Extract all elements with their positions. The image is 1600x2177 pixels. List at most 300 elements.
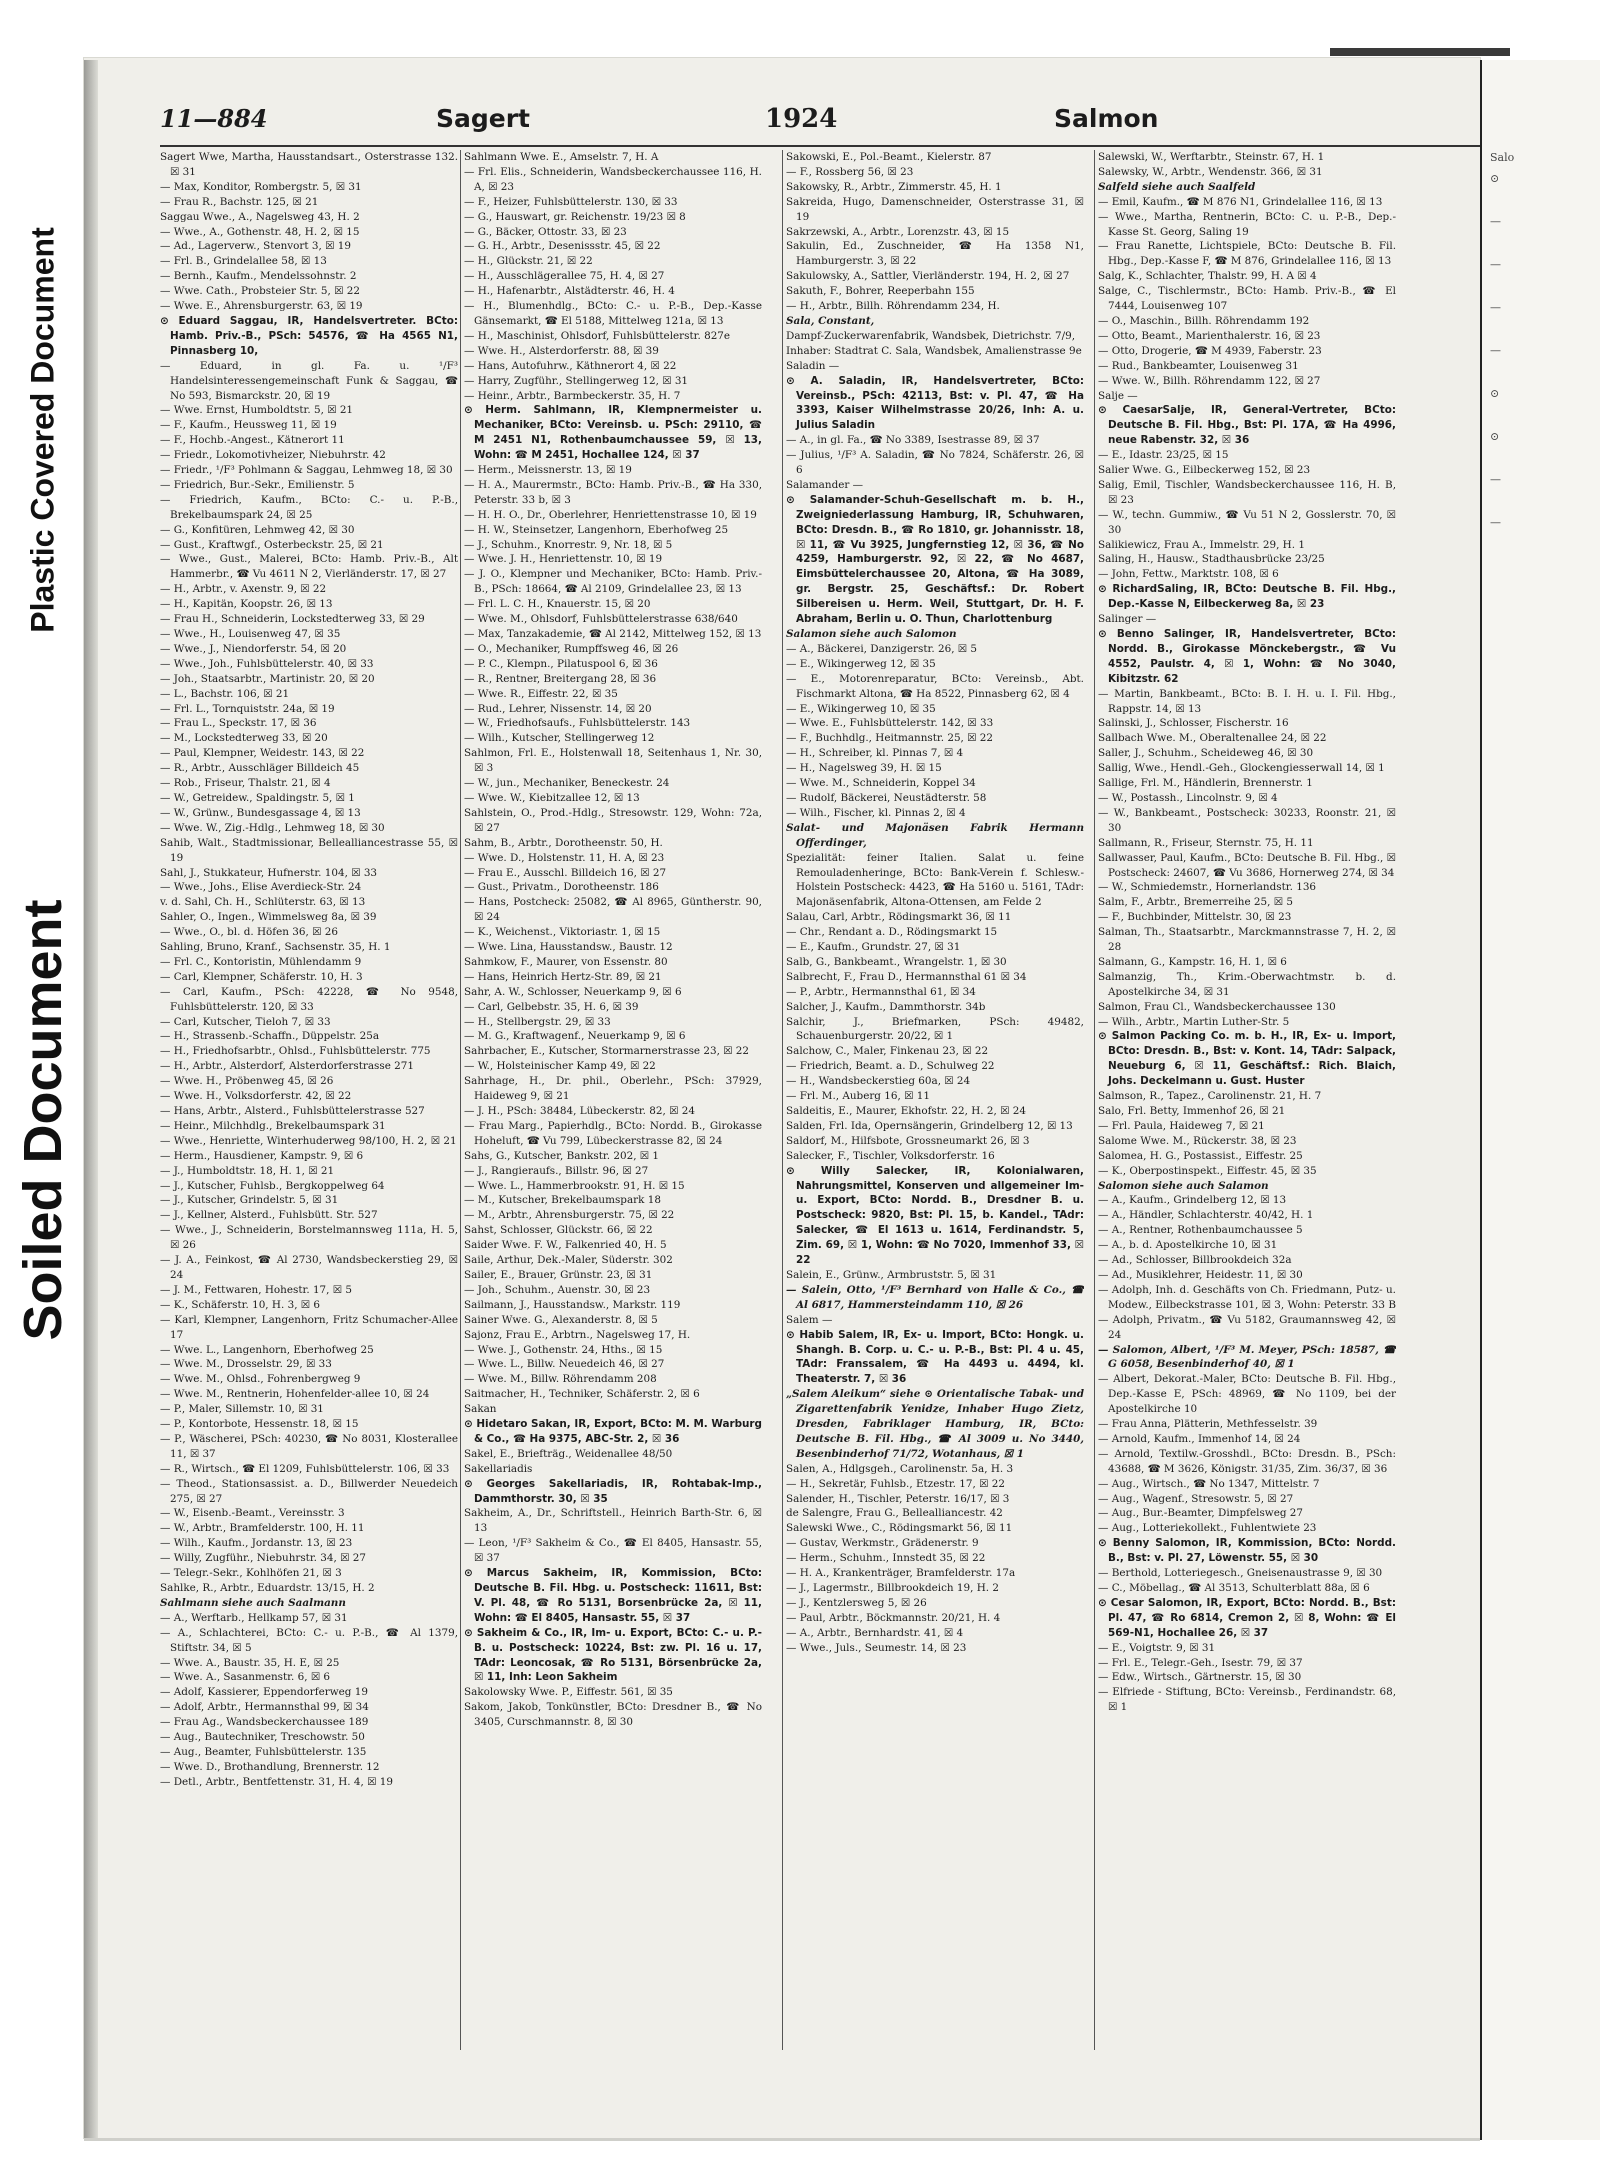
directory-entry: — Wilh., Kaufm., Jordanstr. 13, ☒ 23	[160, 1537, 353, 1550]
directory-entry: — Hans, Arbtr., Alsterd., Fuhlsbüttelerstrasse 527	[160, 1105, 425, 1117]
directory-entry: Sakulowsky, A., Sattler, Vierländerstr. 194, H. 2, ☒ 27	[786, 270, 1070, 283]
directory-entry: Salem —	[786, 1313, 833, 1326]
strip-fragment: —	[1490, 344, 1501, 357]
directory-entry: — Julius, ¹/F³ A. Saladin, ☎ No 7824, Schäferstr. 26, ☒ 6	[786, 449, 1084, 477]
directory-entry: — Frl. L. C. H., Knauerstr. 15, ☒ 20	[464, 598, 651, 611]
directory-entry: — E., Idastr. 23/25, ☒ 15	[1098, 449, 1229, 462]
directory-entry: Salome Wwe. M., Rückerstr. 38, ☒ 23	[1098, 1134, 1297, 1147]
directory-entry: Sakreida, Hugo, Damenschneider, Osterstrasse 31, ☒ 19	[786, 195, 1084, 223]
directory-entry: — Frau Anna, Plätterin, Methfesselstr. 39	[1098, 1418, 1318, 1431]
directory-entry: — Wwe. Ernst, Humboldtstr. 5, ☒ 21	[160, 404, 354, 417]
directory-entry: — Wwe. M., Billw. Röhrendamm 208	[464, 1373, 657, 1386]
directory-entry: — Hans, Autofuhrw., Käthnerort 4, ☒ 22	[464, 359, 677, 372]
directory-entry: Sallwasser, Paul, Kaufm., BCto: Deutsche B. Fil. Hbg., ☒ Postscheck: 24607, ☎ Vu 3686, Hornerweg 274, ☒ 34	[1098, 851, 1396, 879]
directory-entry: ⊙ Marcus Sakheim, IR, Kommission, BCto: Deutsche B. Fil. Hbg. u. Postscheck: 11611, Bst: V. Pl. 48, ☎ Ro 5131, Borsenbrücke 2a, ☒ 11, Wohn: ☎ El 8405, Hansastr. 55, ☒ 37	[464, 1567, 762, 1624]
directory-entry: ⊙ Benny Salomon, IR, Kommission, BCto: Nordd. B., Bst: v. Pl. 27, Löwenstr. 55, ☒ 30	[1098, 1537, 1396, 1565]
directory-entry: — W., Grünw., Bundesgassage 4, ☒ 13	[160, 806, 361, 819]
directory-entry: — Wwe. M., Drosselstr. 29, ☒ 33	[160, 1358, 332, 1371]
directory-entry: — Wwe. A., Sasanmenstr. 6, ☒ 6	[160, 1671, 331, 1684]
directory-entry: — K., Schäferstr. 10, H. 3, ☒ 6	[160, 1298, 321, 1311]
directory-entry: ⊙ Herm. Sahlmann, IR, Klempnermeister u. Mechaniker, BCto: Vereinsb. u. PSch: 29110, ☎ M 2451 N1, Rothenbaumchaussee 59, ☒ 13, Wohn: ☎ M 2451, Hochallee 124, ☒ 37	[464, 404, 762, 462]
directory-entry: — Wwe. A., Baustr. 35, H. E, ☒ 25	[160, 1656, 340, 1669]
directory-entry: — J., Rangieraufs., Billstr. 96, ☒ 27	[464, 1164, 649, 1177]
directory-entry: — Herm., Schuhm., Innstedt 35, ☒ 22	[786, 1552, 986, 1565]
directory-entry: Sahr, A. W., Schlosser, Neuerkamp 9, ☒ 6	[464, 985, 682, 998]
directory-entry: Salbrecht, F., Frau D., Hermannsthal 61 ☒ 34	[786, 970, 1027, 983]
directory-entry: — E., Motorenreparatur, BCto: Vereinsb., Abt. Fischmarkt Altona, ☎ Ha 8522, Pinnasberg 62, ☒ 4	[786, 672, 1084, 700]
directory-entry: ⊙ RichardSaling, IR, BCto: Deutsche B. Fil. Hbg., Dep.-Kasse N, Eilbeckerweg 8a, ☒ 23	[1098, 583, 1396, 611]
directory-entry: — Frl. B., Grindelallee 58, ☒ 13	[160, 255, 327, 268]
directory-entry: Sala, Constant,	[786, 314, 875, 327]
directory-entry: ⊙ Hidetaro Sakan, IR, Export, BCto: M. M. Warburg & Co., ☎ Ha 9375, ABC-Str. 2, ☒ 36	[464, 1418, 762, 1445]
directory-entry: Sakolowsky Wwe. P., Eiffestr. 561, ☒ 35	[464, 1686, 673, 1699]
directory-entry: Salewsky, W., Arbtr., Wendenstr. 366, ☒ 31	[1098, 165, 1323, 178]
directory-entry: Sahlmon, Frl. E., Holstenwall 18, Seitenhaus 1, Nr. 30, ☒ 3	[464, 747, 762, 775]
directory-entry: — Paul, Klempner, Weidestr. 143, ☒ 22	[160, 747, 365, 760]
directory-entry: Sahs, G., Kutscher, Bankstr. 202, ☒ 1	[464, 1149, 660, 1162]
directory-entry: Sakuth, F., Bohrer, Reeperbahn 155	[786, 285, 975, 298]
directory-entry: Dampf-Zuckerwarenfabrik, Wandsbek, Dietrichstr. 7/9,	[786, 329, 1076, 342]
directory-entry: Sakrzewski, A., Arbtr., Lorenzstr. 43, ☒ 15	[786, 225, 1010, 238]
directory-entry: ⊙ Eduard Saggau, IR, Handelsvertreter. BCto: Hamb. Priv.-B., PSch: 54576, ☎ Ha 4565 N1, Pinnasberg 10,	[160, 314, 458, 357]
header-year: 1924	[765, 104, 838, 134]
strip-fragment: —	[1490, 516, 1501, 529]
directory-entry: — A., Arbtr., Bernhardstr. 41, ☒ 4	[786, 1626, 964, 1639]
directory-entry: Sahrbacher, E., Kutscher, Stormarnerstrasse 23, ☒ 22	[464, 1045, 750, 1058]
directory-entry: — J. H., PSch: 38484, Lübeckerstr. 82, ☒ 24	[464, 1105, 695, 1117]
directory-entry: — J., Kellner, Alsterd., Fuhlsbütt. Str. 527	[160, 1209, 378, 1222]
directory-entry: Sahst, Schlosser, Glückstr. 66, ☒ 22	[464, 1224, 653, 1237]
directory-entry: — Leon, ¹/F³ Sakheim & Co., ☎ El 8405, Hansastr. 55, ☒ 37	[464, 1537, 762, 1565]
directory-entry: Inhaber: Stadtrat C. Sala, Wandsbek, Amalienstrasse 9e	[786, 344, 1082, 357]
directory-entry: — Wwe., Juls., Seumestr. 14, ☒ 23	[786, 1641, 967, 1654]
directory-entry: — Harry, Zugführ., Stellingerweg 12, ☒ 31	[464, 374, 689, 387]
directory-entry: — A., Bäckerei, Danzigerstr. 26, ☒ 5	[786, 642, 978, 655]
directory-entry: — John, Fettw., Marktstr. 108, ☒ 6	[1098, 568, 1279, 581]
directory-entry: Salat- und Majonäsen Fabrik Hermann Offerdinger,	[786, 821, 1084, 849]
directory-entry: Salewski, W., Werftarbtr., Steinstr. 67, H. 1	[1098, 151, 1325, 163]
directory-entry: — Herm., Meissnerstr. 13, ☒ 19	[464, 464, 632, 477]
directory-entry: ⊙ Willy Salecker, IR, Kolonialwaren, Nahrungsmittel, Konserven und allgemeiner Im- u. Export, BCto: Nordd. B., Dresdner B. u. Postscheck: 9820, Bst: Pl. 15, b. Kandel., TAdr: Salecker, ☎ El 1613 u. 1614, Ferdinandstr. 5, Zim. 69, ☒ 1, Wohn: ☎ No 7020, Immenhof 33, ☒ 22	[786, 1164, 1084, 1267]
directory-entry: — Wwe. W., Kiebitzallee 12, ☒ 13	[464, 791, 640, 804]
directory-entry: — J., Schuhm., Knorrestr. 9, Nr. 18, ☒ 5	[464, 538, 673, 551]
column-divider	[1094, 150, 1095, 2050]
directory-entry: — Frau Ag., Wandsbeckerchaussee 189	[160, 1716, 369, 1729]
directory-entry: Sakowski, E., Pol.-Beamt., Kielerstr. 87	[786, 151, 992, 163]
directory-entry: — H., Blumenhdlg., BCto: C.- u. P.-B., Dep.-Kasse Gänsemarkt, ☎ El 5188, Mittelweg 121a, ☒ 13	[464, 300, 762, 327]
directory-entry: — Max, Konditor, Rombergstr. 5, ☒ 31	[160, 180, 362, 193]
directory-entry: — Rud., Bankbeamter, Louisenweg 31	[1098, 359, 1299, 372]
strip-fragment: —	[1490, 473, 1501, 486]
directory-entry: — Aug., Wirtsch., ☎ No 1347, Mittelstr. 7	[1098, 1477, 1320, 1490]
directory-entry: — H. A., Krankenträger, Bramfelderstr. 17a	[786, 1567, 1016, 1580]
directory-entry: ⊙ A. Saladin, IR, Handelsvertreter, BCto: Vereinsb., PSch: 42113, Bst: v. Pl. 47, ☎ Ha 3393, Kaiser Wilhelmstrasse 20/26, Inh: A. u. Julius Saladin	[786, 374, 1084, 432]
directory-entry: Sahlmann siehe auch Saalmann	[160, 1596, 346, 1609]
directory-entry: „Salem Aleikum“ siehe ⊙ Orientalische Tabak- und Zigarettenfabrik Yenidze, Inhaber Hugo Zietz, Dresden, Fabriklager Hamburg, IR, BCto: Deutsche B. Fil. Hbg., ☎ Al 3009 u. No 3440, Besenbinderhof 71/72, Wotanhaus, ☒ 1	[786, 1388, 1084, 1460]
directory-entry: — G. H., Arbtr., Desenissstr. 45, ☒ 22	[464, 240, 661, 253]
directory-entry: — Salomon, Albert, ¹/F³ M. Meyer, PSch: 18587, ☎ G 6058, Besenbinderhof 40, ☒ 1	[1098, 1343, 1396, 1371]
directory-entry: — K., Oberpostinspekt., Eiffestr. 45, ☒ 35	[1098, 1164, 1317, 1177]
directory-entry: — Wwe., Gust., Malerei, BCto: Hamb. Priv.-B., Alt Hammerbr., ☎ Vu 4611 N 2, Vierländerstr. 17, ☒ 27	[160, 553, 458, 581]
strip-fragment: —	[1490, 215, 1501, 228]
directory-entry: — G., Hauswart, gr. Reichenstr. 19/23 ☒ 8	[464, 210, 686, 223]
directory-entry: — Frau E., Ausschl. Billdeich 16, ☒ 27	[464, 866, 667, 879]
directory-entry: — Karl, Klempner, Langenhorn, Fritz Schumacher-Allee 17	[160, 1313, 458, 1341]
directory-column-4	[1098, 150, 1396, 2050]
directory-entry: — Wwe. D., Brothandlung, Brennerstr. 12	[160, 1760, 380, 1773]
directory-entry: — Wwe. Lina, Hausstandsw., Baustr. 12	[464, 941, 673, 954]
directory-entry: — Herm., Hausdiener, Kampstr. 9, ☒ 6	[160, 1149, 364, 1162]
directory-entry: Salecker, F., Tischler, Volksdorferstr. 16	[786, 1149, 995, 1162]
directory-entry: Sahib, Walt., Stadtmissionar, Belleallianсestrasse 55, ☒ 19	[160, 836, 458, 864]
directory-entry: Sakel, E., Briefträg., Weidenallee 48/50	[464, 1447, 673, 1460]
directory-entry: — Aug., Wagenf., Stresowstr. 5, ☒ 27	[1098, 1492, 1294, 1505]
directory-entry: Salmann, G., Kampstr. 16, H. 1, ☒ 6	[1098, 955, 1287, 968]
directory-entry: de Salengre, Frau G., Belleallianсestr. 42	[786, 1507, 1003, 1520]
directory-entry: — Wwe. R., Eiffestr. 22, ☒ 35	[464, 687, 618, 700]
directory-entry: — H., Nagelsweg 39, H. ☒ 15	[786, 762, 942, 775]
directory-entry: Sajonz, Frau E., Arbtrn., Nagelsweg 17, H.	[464, 1328, 691, 1341]
directory-entry: — Wwe., H., Louisenweg 47, ☒ 35	[160, 628, 341, 640]
directory-entry: — P., Wäscherei, PSch: 40230, ☎ No 8031, Klosterallee 11, ☒ 37	[160, 1432, 458, 1460]
directory-entry: Salen, A., Hdlgsgeh., Carolinenstr. 5a, H. 3	[786, 1462, 1014, 1475]
directory-entry: — Carl, Gelbebstr. 35, H. 6, ☒ 39	[464, 1000, 639, 1013]
directory-entry: Salm, F., Arbtr., Bremerreihe 25, ☒ 5	[1098, 896, 1293, 909]
strip-fragment: Salo	[1490, 151, 1515, 164]
directory-entry: — H., Friedhofsarbtr., Ohlsd., Fuhlsbüttelerstr. 775	[160, 1045, 431, 1058]
directory-entry: — Frl. Paula, Haideweg 7, ☒ 21	[1098, 1119, 1265, 1132]
directory-entry: — W., Holsteinischer Kamp 49, ☒ 22	[464, 1060, 656, 1073]
directory-entry: — R., Arbtr., Ausschläger Billdeich 45	[160, 762, 360, 775]
directory-entry: — W., Schmiedemstr., Hornerlandstr. 136	[1098, 881, 1317, 894]
directory-entry: — W., techn. Gummiw., ☎ Vu 51 N 2, Gosslerstr. 70, ☒ 30	[1098, 508, 1396, 536]
directory-entry: — Max, Tanzakademie, ☎ Al 2142, Mittelweg 152, ☒ 13	[464, 628, 762, 640]
directory-entry: — F., Heizer, Fuhlsbüttelerstr. 130, ☒ 33	[464, 195, 678, 208]
directory-entry: Sailmann, J., Hausstandsw., Markstr. 119	[464, 1298, 681, 1311]
directory-entry: — Wwe. H., Volksdorferstr. 42, ☒ 22	[160, 1090, 352, 1103]
directory-entry: — Frau Marg., Papierhdlg., BCto: Nordd. B., Girokasse Hoheluft, ☎ Vu 799, Lübeckerstrasse 82, ☒ 24	[464, 1119, 762, 1147]
directory-entry: — Wwe., Henriette, Winterhuderweg 98/100, H. 2, ☒ 21	[160, 1134, 457, 1147]
directory-entry: Sahlmann Wwe. E., Amselstr. 7, H. A	[464, 151, 659, 163]
directory-entry: — W., Arbtr., Bramfelderstr. 100, H. 11	[160, 1522, 365, 1535]
directory-entry: — Wwe., Johs., Elise Averdieck-Str. 24	[160, 881, 362, 894]
next-page-fragment	[1490, 150, 1590, 558]
directory-entry: — O., Mechaniker, Rumpffsweg 46, ☒ 26	[464, 642, 679, 655]
directory-entry: — Otto, Drogerie, ☎ M 4939, Faberstr. 23	[1098, 344, 1322, 357]
directory-entry: Salman, Th., Staatsarbtr., Marckmannstrasse 7, H. 2, ☒ 28	[1098, 926, 1396, 954]
directory-entry: — Aug., Beamter, Fuhlsbüttelerstr. 135	[160, 1745, 367, 1758]
directory-entry: — Willy, Zugführ., Niebuhrstr. 34, ☒ 27	[160, 1552, 366, 1565]
directory-entry: — Adolf, Kassierer, Eppendorferweg 19	[160, 1686, 368, 1699]
directory-entry: — Wwe. H., Alsterdorferstr. 88, ☒ 39	[464, 344, 659, 357]
directory-entry: Salb, G., Bankbeamt., Wrangelstr. 1, ☒ 30	[786, 955, 1007, 968]
directory-entry: Salig, Emil, Tischler, Wandsbeckerchaussee 116, H. B, ☒ 23	[1098, 478, 1396, 506]
directory-entry: — Frl. L., Tornquiststr. 24a, ☒ 19	[160, 702, 335, 715]
strip-fragment: —	[1490, 258, 1501, 271]
directory-entry: — F., Buchbinder, Mittelstr. 30, ☒ 23	[1098, 911, 1292, 924]
directory-entry: — Heinr., Milchhdlg., Brekelbaumspark 31	[160, 1119, 386, 1132]
directory-entry: — Frl. C., Kontoristin, Mühlendamm 9	[160, 955, 362, 968]
directory-entry: — P., Maler, Sillemstr. 10, ☒ 31	[160, 1403, 324, 1416]
directory-entry: — W., Eisenb.-Beamt., Vereinsstr. 3	[160, 1507, 345, 1520]
directory-entry: — Wwe. L., Langenhorn, Eberhofweg 25	[160, 1343, 374, 1356]
page-number: 11—884	[160, 104, 268, 133]
directory-entry: — Wwe. M., Schneiderin, Koppel 34	[786, 777, 976, 790]
directory-entry: Sahmkow, F., Maurer, von Essenstr. 80	[464, 955, 668, 968]
directory-entry: — Wwe. Cath., Probsteier Str. 5, ☒ 22	[160, 285, 360, 298]
directory-entry: — Friedrich, Bur.-Sekr., Emilienstr. 5	[160, 478, 355, 491]
directory-entry: — M., Kutscher, Brekelbaumspark 18	[464, 1194, 661, 1207]
directory-entry: — Frau R., Bachstr. 125, ☒ 21	[160, 195, 319, 208]
directory-entry: Salmson, R., Tapez., Carolinenstr. 21, H. 7	[1098, 1090, 1322, 1103]
directory-entry: Salmon, Frau Cl., Wandsbeckerchaussee 130	[1098, 1000, 1336, 1013]
directory-entry: Salo, Frl. Betty, Immenhof 26, ☒ 21	[1098, 1105, 1286, 1117]
directory-entry: Sallbach Wwe. M., Oberaltenallee 24, ☒ 22	[1098, 732, 1327, 745]
directory-entry: — Arnold, Kaufm., Immenhof 14, ☒ 24	[1098, 1432, 1301, 1445]
directory-entry: — Wwe., Martha, Rentnerin, BCto: C. u. P.-B., Dep.-Kasse St. Georg, Saling 19	[1098, 210, 1396, 238]
directory-entry: — Wwe. E., Fuhlsbüttelerstr. 142, ☒ 33	[786, 717, 994, 730]
directory-entry: — Otto, Beamt., Marienthalerstr. 16, ☒ 23	[1098, 329, 1321, 342]
header-first-entry: Sagert	[436, 104, 531, 133]
directory-entry: — P. C., Klempn., Pilatuspool 6, ☒ 36	[464, 657, 658, 670]
directory-entry: — C., Möbellag., ☎ Al 3513, Schulterblatt 88a, ☒ 6	[1098, 1582, 1370, 1594]
directory-entry: — Frl. M., Auberg 16, ☒ 11	[786, 1090, 930, 1103]
directory-entry: Sailer, E., Brauer, Grünstr. 23, ☒ 31	[464, 1268, 653, 1281]
directory-entry: Saller, J., Schuhm., Scheideweg 46, ☒ 30	[1098, 747, 1314, 760]
directory-entry: — J., Kutscher, Grindelstr. 5, ☒ 31	[160, 1194, 339, 1207]
directory-entry: Spezialität: feiner Italien. Salat u. feine Remouladenheringe, BCto: Bank-Verein f. Schlesw.-Holstein Postscheck: 4423, ☎ Ha 5160 u. 5161, TAdr: Majonäsenfabrik, Altona-Ottensen, am Felde 2	[786, 851, 1084, 909]
directory-entry: — F., Hochb.-Angest., Kätnerort 11	[160, 434, 345, 447]
directory-entry: — M. G., Kraftwagenf., Neuerkamp 9, ☒ 6	[464, 1030, 686, 1043]
directory-entry: Sagert Wwe, Martha, Hausstandsart., Osterstrasse 132. ☒ 31	[160, 151, 458, 178]
directory-entry: Salchir, J., Briefmarken, PSch: 49482, Schauenburgerstr. 20/22, ☒ 1	[786, 1015, 1084, 1043]
directory-entry: — A., Kaufm., Grindelberg 12, ☒ 13	[1098, 1194, 1287, 1207]
directory-entry: — H., Maschinist, Ohlsdorf, Fuhlsbüttelerstr. 827e	[464, 329, 731, 342]
header-rule	[160, 145, 1480, 147]
directory-entry: — Wwe. W., Billh. Röhrendamm 122, ☒ 27	[1098, 374, 1321, 387]
directory-entry: v. d. Sahl, Ch. H., Schlüterstr. 63, ☒ 13	[160, 896, 366, 909]
directory-entry: — Rud., Lehrer, Nissenstr. 14, ☒ 20	[464, 702, 652, 715]
column-divider	[460, 150, 461, 2050]
directory-entry: — Carl, Klempner, Schäferstr. 10, H. 3	[160, 970, 363, 983]
directory-entry: Sahler, O., Ingen., Wimmelsweg 8a, ☒ 39	[160, 911, 377, 924]
directory-entry: Salmanzig, Th., Krim.-Oberwachtmstr. b. d. Apostelkirche 34, ☒ 31	[1098, 970, 1396, 998]
directory-entry: — Gustav, Werkmstr., Grädenerstr. 9	[786, 1537, 979, 1550]
directory-entry: ⊙ Georges Sakellariadis, IR, Rohtabak-Imp., Dammthorstr. 30, ☒ 35	[464, 1477, 762, 1505]
directory-entry: Sahm, B., Arbtr., Dorotheenstr. 50, H.	[464, 836, 663, 849]
directory-entry: — P., Kontorbote, Hessenstr. 18, ☒ 15	[160, 1418, 359, 1431]
directory-entry: — Gust., Kraftwgf., Osterbeckstr. 25, ☒ 21	[160, 538, 384, 551]
directory-entry: — Ad., Lagerverw., Stenvort 3, ☒ 19	[160, 240, 351, 253]
directory-entry: ⊙ Habib Salem, IR, Ex- u. Import, BCto: Hongk. u. Shangh. B. Corp. u. C.- u. P.-B., Bst: Pl. 4 u. 45, TAdr: Franssalem, ☎ Ha 4493 u. 4494, kl. Theaterstr. 7, ☒ 36	[786, 1328, 1084, 1386]
directory-entry: — Wwe., O., bl. d. Höfen 36, ☒ 26	[160, 926, 338, 939]
directory-entry: — Hans, Heinrich Hertz-Str. 89, ☒ 21	[464, 970, 662, 983]
directory-entry: — Ad., Musiklehrer, Heidestr. 11, ☒ 30	[1098, 1268, 1303, 1281]
directory-entry: — Adolph, Privatm., ☎ Vu 5182, Graumannsweg 42, ☒ 24	[1098, 1313, 1396, 1341]
page-bottom-edge	[84, 2138, 1480, 2141]
directory-entry: — Arnold, Textilw.-Grosshdl., BCto: Dresdn. B., PSch: 43688, ☎ M 3626, Königstr. 31/35, Zim. 36/37, ☒ 36	[1098, 1447, 1396, 1475]
directory-entry: — Chr., Rendant a. D., Rödingsmarkt 15	[786, 926, 998, 939]
directory-entry: Sakowsky, R., Arbtr., Zimmerstr. 45, H. 1	[786, 180, 1002, 193]
directory-entry: — M., Arbtr., Ahrensburgerstr. 75, ☒ 22	[464, 1209, 675, 1222]
header-last-entry: Salmon	[1054, 104, 1159, 133]
directory-entry: — H., Arbtr., Alsterdorf, Alsterdorferstrasse 271	[160, 1060, 415, 1073]
directory-entry: — Ad., Schlosser, Billbrookdeich 32a	[1098, 1254, 1292, 1267]
directory-entry: Salomea, H. G., Postassist., Eiffestr. 25	[1098, 1149, 1303, 1162]
directory-entry: Sahlke, R., Arbtr., Eduardstr. 13/15, H. 2	[160, 1582, 375, 1594]
directory-entry: — E., Kaufm., Grundstr. 27, ☒ 31	[786, 941, 961, 954]
directory-entry: — Paul, Arbtr., Böckmannstr. 20/21, H. 4	[786, 1611, 1001, 1624]
directory-entry: — Friedrich, Kaufm., BCto: C.- u. P.-B., Brekelbaumspark 24, ☒ 25	[160, 493, 458, 521]
directory-entry: Sallig, Wwe., Hendl.-Geh., Glockengiesserwall 14, ☒ 1	[1098, 762, 1385, 775]
directory-entry: — Aug., Bautechniker, Treschowstr. 50	[160, 1731, 365, 1744]
directory-entry: — Aug., Lotteriekollekt., Fuhlentwiete 23	[1098, 1522, 1317, 1535]
directory-entry: Sahling, Bruno, Kranf., Sachsenstr. 35, H. 1	[160, 941, 391, 954]
directory-entry: — W., Postassh., Lincolnstr. 9, ☒ 4	[1098, 791, 1278, 804]
directory-entry: — Wwe. M., Ohlsdorf, Fuhlsbüttelerstrasse 638/640	[464, 613, 738, 626]
directory-entry: — H. A., Maurermstr., BCto: Hamb. Priv.-B., ☎ Ha 330, Peterstr. 33 b, ☒ 3	[464, 478, 762, 506]
directory-entry: Sakan	[464, 1403, 497, 1416]
column-divider	[782, 150, 783, 2050]
directory-entry: — H., Arbtr., v. Axenstr. 9, ☒ 22	[160, 583, 327, 596]
directory-entry: Salier Wwe. G., Eilbeckerweg 152, ☒ 23	[1098, 464, 1311, 477]
directory-entry: — Friedr., Lokomotivheizer, Niebuhrstr. 42	[160, 449, 386, 462]
directory-entry: — Wwe., J., Niendorferstr. 54, ☒ 20	[160, 642, 347, 655]
directory-entry: — Martin, Bankbeamt., BCto: B. I. H. u. I. Fil. Hbg., Rappstr. 14, ☒ 13	[1098, 687, 1396, 715]
strip-fragment: ⊙	[1490, 387, 1500, 400]
directory-entry: — Carl, Kaufm., PSch: 42228, ☎ No 9548, Fuhlsbüttelerstr. 120, ☒ 33	[160, 985, 458, 1013]
directory-entry: — H., Kapitän, Koopstr. 26, ☒ 13	[160, 598, 333, 611]
directory-entry: — A., Rentner, Rothenbaumchaussee 5	[1098, 1224, 1303, 1237]
directory-entry: — J., Kutscher, Fuhlsb., Bergkoppelweg 64	[160, 1179, 385, 1192]
directory-entry: Salomon siehe auch Salamon	[1098, 1179, 1269, 1192]
directory-entry: — Frl. Elis., Schneiderin, Wandsbeckerchaussee 116, H. A, ☒ 23	[464, 165, 762, 193]
directory-entry: — Wwe. L., Hammerbrookstr. 91, H. ☒ 15	[464, 1179, 685, 1192]
directory-entry: — Wwe. D., Holstenstr. 11, H. A, ☒ 23	[464, 851, 665, 864]
directory-entry: — Wwe. M., Rentnerin, Hohenfelder-allee 10, ☒ 24	[160, 1388, 430, 1401]
directory-entry: — Wwe. W., Zig.-Hdlg., Lehmweg 18, ☒ 30	[160, 821, 385, 834]
directory-entry: — H., Hafenarbtr., Alstädterstr. 46, H. 4	[464, 285, 675, 298]
directory-entry: — Berthold, Lotteriegesch., Gneisenaustrasse 9, ☒ 30	[1098, 1567, 1383, 1580]
directory-entry: — Heinr., Arbtr., Barmbeckerstr. 35, H. 7	[464, 389, 681, 402]
directory-entry: Sakom, Jakob, Tonkünstler, BCto: Dresdner B., ☎ No 3405, Curschmannstr. 8, ☒ 30	[464, 1701, 762, 1729]
directory-entry: — Wwe., Joh., Fuhlsbüttelerstr. 40, ☒ 33	[160, 657, 374, 670]
directory-entry: — Wwe. L., Billw. Neuedeich 46, ☒ 27	[464, 1358, 665, 1371]
directory-entry: Salender, H., Tischler, Peterstr. 16/17, ☒ 3	[786, 1492, 1010, 1505]
directory-entry: Saldeitis, E., Maurer, Ekhofstr. 22, H. 2, ☒ 24	[786, 1105, 1026, 1117]
page-header	[160, 104, 1480, 144]
directory-entry: — E., Wikingerweg 12, ☒ 35	[786, 657, 936, 670]
directory-entry: — H., Stellbergstr. 29, ☒ 33	[464, 1015, 611, 1028]
directory-entry: — Theod., Stationsassist. a. D., Billwerder Neuedeich 275, ☒ 27	[160, 1477, 458, 1505]
directory-entry: Salfeld siehe auch Saalfeld	[1098, 180, 1256, 193]
directory-entry: — W., Bankbeamt., Postscheck: 30233, Roonstr. 21, ☒ 30	[1098, 806, 1396, 834]
directory-entry: Salamon siehe auch Salomon	[786, 628, 957, 640]
directory-entry: Saling, H., Hausw., Stadthausbrücke 23/25	[1098, 553, 1325, 566]
directory-entry: Salinger —	[1098, 613, 1157, 626]
directory-entry: — Wilh., Kutscher, Stellingerweg 12	[464, 732, 655, 745]
directory-entry: ⊙ CaesarSalje, IR, General-Vertreter, BCto: Deutsche B. Fil. Hbg., Bst: Pl. 17A, ☎ Ha 4996, neue Rabenstr. 32, ☒ 36	[1098, 404, 1396, 447]
directory-entry: Sakheim, A., Dr., Schriftstell., Heinrich Barth-Str. 6, ☒ 13	[464, 1507, 762, 1535]
directory-entry: — L., Bachstr. 106, ☒ 21	[160, 687, 290, 700]
directory-entry: — Elfriede - Stiftung, BCto: Vereinsb., Ferdinandstr. 68, ☒ 1	[1098, 1686, 1396, 1714]
directory-entry: — M., Lockstedterweg 33, ☒ 20	[160, 732, 328, 745]
directory-entry: — F., Kaufm., Heussweg 11, ☒ 19	[160, 419, 337, 432]
directory-entry: — W., Friedhofsaufs., Fuhlsbüttelerstr. 143	[464, 717, 691, 730]
directory-entry: — Wwe. J. H., Henriettenstr. 10, ☒ 19	[464, 553, 663, 566]
edge-strip	[1330, 48, 1510, 56]
directory-entry: — F., Buchhdlg., Heitmannstr. 25, ☒ 22	[786, 732, 994, 745]
directory-entry: — Wwe., J., Schneiderin, Borstelmannsweg 111a, H. 5, ☒ 26	[160, 1224, 458, 1252]
directory-entry: Sahrhage, H., Dr. phil., Oberlehr., PSch: 37929, Haideweg 9, ☒ 21	[464, 1075, 762, 1103]
directory-entry: — H., Schreiber, kl. Pinnas 7, ☒ 4	[786, 747, 964, 760]
directory-entry: Saitmacher, H., Techniker, Schäferstr. 2, ☒ 6	[464, 1388, 700, 1401]
strip-fragment: ⊙	[1490, 430, 1500, 443]
directory-entry: Sakellariadis	[464, 1462, 533, 1475]
directory-entry: — Adolf, Arbtr., Hermannsthal 99, ☒ 34	[160, 1701, 369, 1714]
directory-entry: Salikiewicz, Frau A., Immelstr. 29, H. 1	[1098, 538, 1305, 551]
soiled-label: Soiled Document	[13, 899, 73, 1341]
directory-entry: ⊙ Salamander-Schuh-Gesellschaft m. b. H., Zweigniederlassung Hamburg, IR, Schuhwaren, BCto: Dresdn. B., ☎ Ro 1810, gr. Johannisstr. 18, ☒ 11, ☎ Vu 3925, Jungfernstieg 12, ☒ 36, ☎ No 4259, Hamburgerstr. 92, ☒ 22, ☎ No 4687, Eimsbüttelerchaussee 20, Altona, ☎ Ha 3089, gr. Bergstr. 25, Geschäftsf.: Dr. Robert Silbereisen u. Herm. Weil, Stuttgart, Dr. H. F. Abraham, Berlin u. O. Thun, Charlottenburg	[786, 493, 1084, 626]
directory-entry: — E., Voigtstr. 9, ☒ 31	[1098, 1641, 1216, 1654]
plastic-label: Plastic Covered Document	[24, 227, 61, 633]
directory-entry: — Hans, Postcheck: 25082, ☎ Al 8965, Güntherstr. 90, ☒ 24	[464, 896, 762, 924]
directory-entry: — G., Bäcker, Ottostr. 33, ☒ 23	[464, 225, 627, 238]
directory-entry: — A., in gl. Fa., ☎ No 3389, Isestrasse 89, ☒ 37	[786, 434, 1040, 447]
directory-entry: Saider Wwe. F. W., Falkenried 40, H. 5	[464, 1239, 667, 1252]
directory-entry: Sainer Wwe. G., Alexanderstr. 8, ☒ 5	[464, 1313, 658, 1326]
directory-entry: ⊙ Benno Salinger, IR, Handelsvertreter, BCto: Nordd. B., Girokasse Mönckebergstr., ☎ Vu 4552, Paulstr. 4, ☒ 1, Wohn: ☎ No 3040, Kibitzstr. 62	[1098, 628, 1396, 685]
directory-entry: — H., Arbtr., Billh. Röhrendamm 234, H.	[786, 300, 1000, 313]
directory-column-3	[786, 150, 1084, 2050]
directory-entry: Salau, Carl, Arbtr., Rödingsmarkt 36, ☒ 11	[786, 911, 1012, 924]
directory-entry: — J. O., Klempner und Mechaniker, BCto: Hamb. Priv.-B., PSch: 18664, ☎ Al 2109, Grindelallee 23, ☒ 13	[464, 568, 762, 596]
directory-entry: — Telegr.-Sekr., Kohlhöfen 21, ☒ 3	[160, 1567, 342, 1580]
directory-entry: — G., Konfitüren, Lehmweg 42, ☒ 30	[160, 523, 355, 536]
directory-entry: Salje —	[1098, 389, 1138, 402]
directory-entry: — Frl. E., Telegr.-Geh., Isestr. 79, ☒ 37	[1098, 1656, 1303, 1669]
directory-entry: Salein, E., Grünw., Armbruststr. 5, ☒ 31	[786, 1268, 997, 1281]
directory-column-2	[464, 150, 762, 2050]
directory-entry: — O., Maschin., Billh. Röhrendamm 192	[1098, 314, 1310, 327]
binding-edge	[84, 60, 98, 2138]
directory-entry: Saile, Arthur, Dek.-Maler, Süderstr. 302	[464, 1254, 673, 1267]
directory-entry: — Wilh., Arbtr., Martin Luther-Str. 5	[1098, 1015, 1290, 1028]
directory-entry: Salamander —	[786, 478, 864, 491]
directory-entry: Saldorf, M., Hilfsbote, Grossneumarkt 26, ☒ 3	[786, 1134, 1030, 1147]
directory-entry: — A., b. d. Apostelkirche 10, ☒ 31	[1098, 1239, 1278, 1252]
directory-entry: Salge, C., Tischlermstr., BCto: Hamb. Priv.-B., ☎ El 7444, Louisenweg 107	[1098, 285, 1396, 313]
directory-entry: — Salein, Otto, ¹/F³ Bernhard von Halle & Co., ☎ Al 6817, Hammersteindamm 110, ☒ 26	[786, 1283, 1084, 1311]
directory-entry: — Rob., Friseur, Thalstr. 21, ☒ 4	[160, 777, 331, 790]
directory-entry: Sahl, J., Stukkateur, Hufnerstr. 104, ☒ 33	[160, 866, 378, 879]
directory-entry: Salg, K., Schlachter, Thalstr. 99, H. A ☒ 4	[1098, 270, 1317, 283]
directory-entry: — Aug., Bur.-Beamter, Dimpfelsweg 27	[1098, 1507, 1304, 1520]
directory-entry: — H., Strassenb.-Schaffn., Düppelstr. 25a	[160, 1030, 380, 1043]
strip-fragment: —	[1490, 301, 1501, 314]
directory-entry: — A., Werftarb., Hellkamp 57, ☒ 31	[160, 1611, 348, 1624]
directory-entry: — F., Rossberg 56, ☒ 23	[786, 165, 914, 178]
directory-entry: — Frau H., Schneiderin, Lockstedterweg 33, ☒ 29	[160, 613, 425, 626]
directory-entry: — P., Arbtr., Hermannsthal 61, ☒ 34	[786, 985, 976, 998]
directory-entry: — H., Wandsbeckerstieg 60a, ☒ 24	[786, 1075, 971, 1088]
directory-entry: Salinski, J., Schlosser, Fischerstr. 16	[1098, 717, 1289, 730]
directory-entry: — Emil, Kaufm., ☎ M 876 N1, Grindelallee 116, ☒ 13	[1098, 195, 1383, 208]
directory-entry: — H., Sekretär, Fuhlsb., Etzestr. 17, ☒ 22	[786, 1477, 1005, 1490]
directory-entry: — Adolph, Inh. d. Geschäfts von Ch. Friedmann, Putz- u. Modew., Eilbeckstrasse 101, ☒ 3, Wohn: Peterstr. 33 B	[1098, 1283, 1396, 1311]
directory-entry: — Albert, Dekorat.-Maler, BCto: Deutsche B. Fil. Hbg., Dep.-Kasse E, PSch: 48969, ☎ No 1109, bei der Apostelkirche 10	[1098, 1373, 1396, 1416]
directory-entry: Sallige, Frl. M., Händlerin, Brennerstr. 1	[1098, 777, 1313, 790]
